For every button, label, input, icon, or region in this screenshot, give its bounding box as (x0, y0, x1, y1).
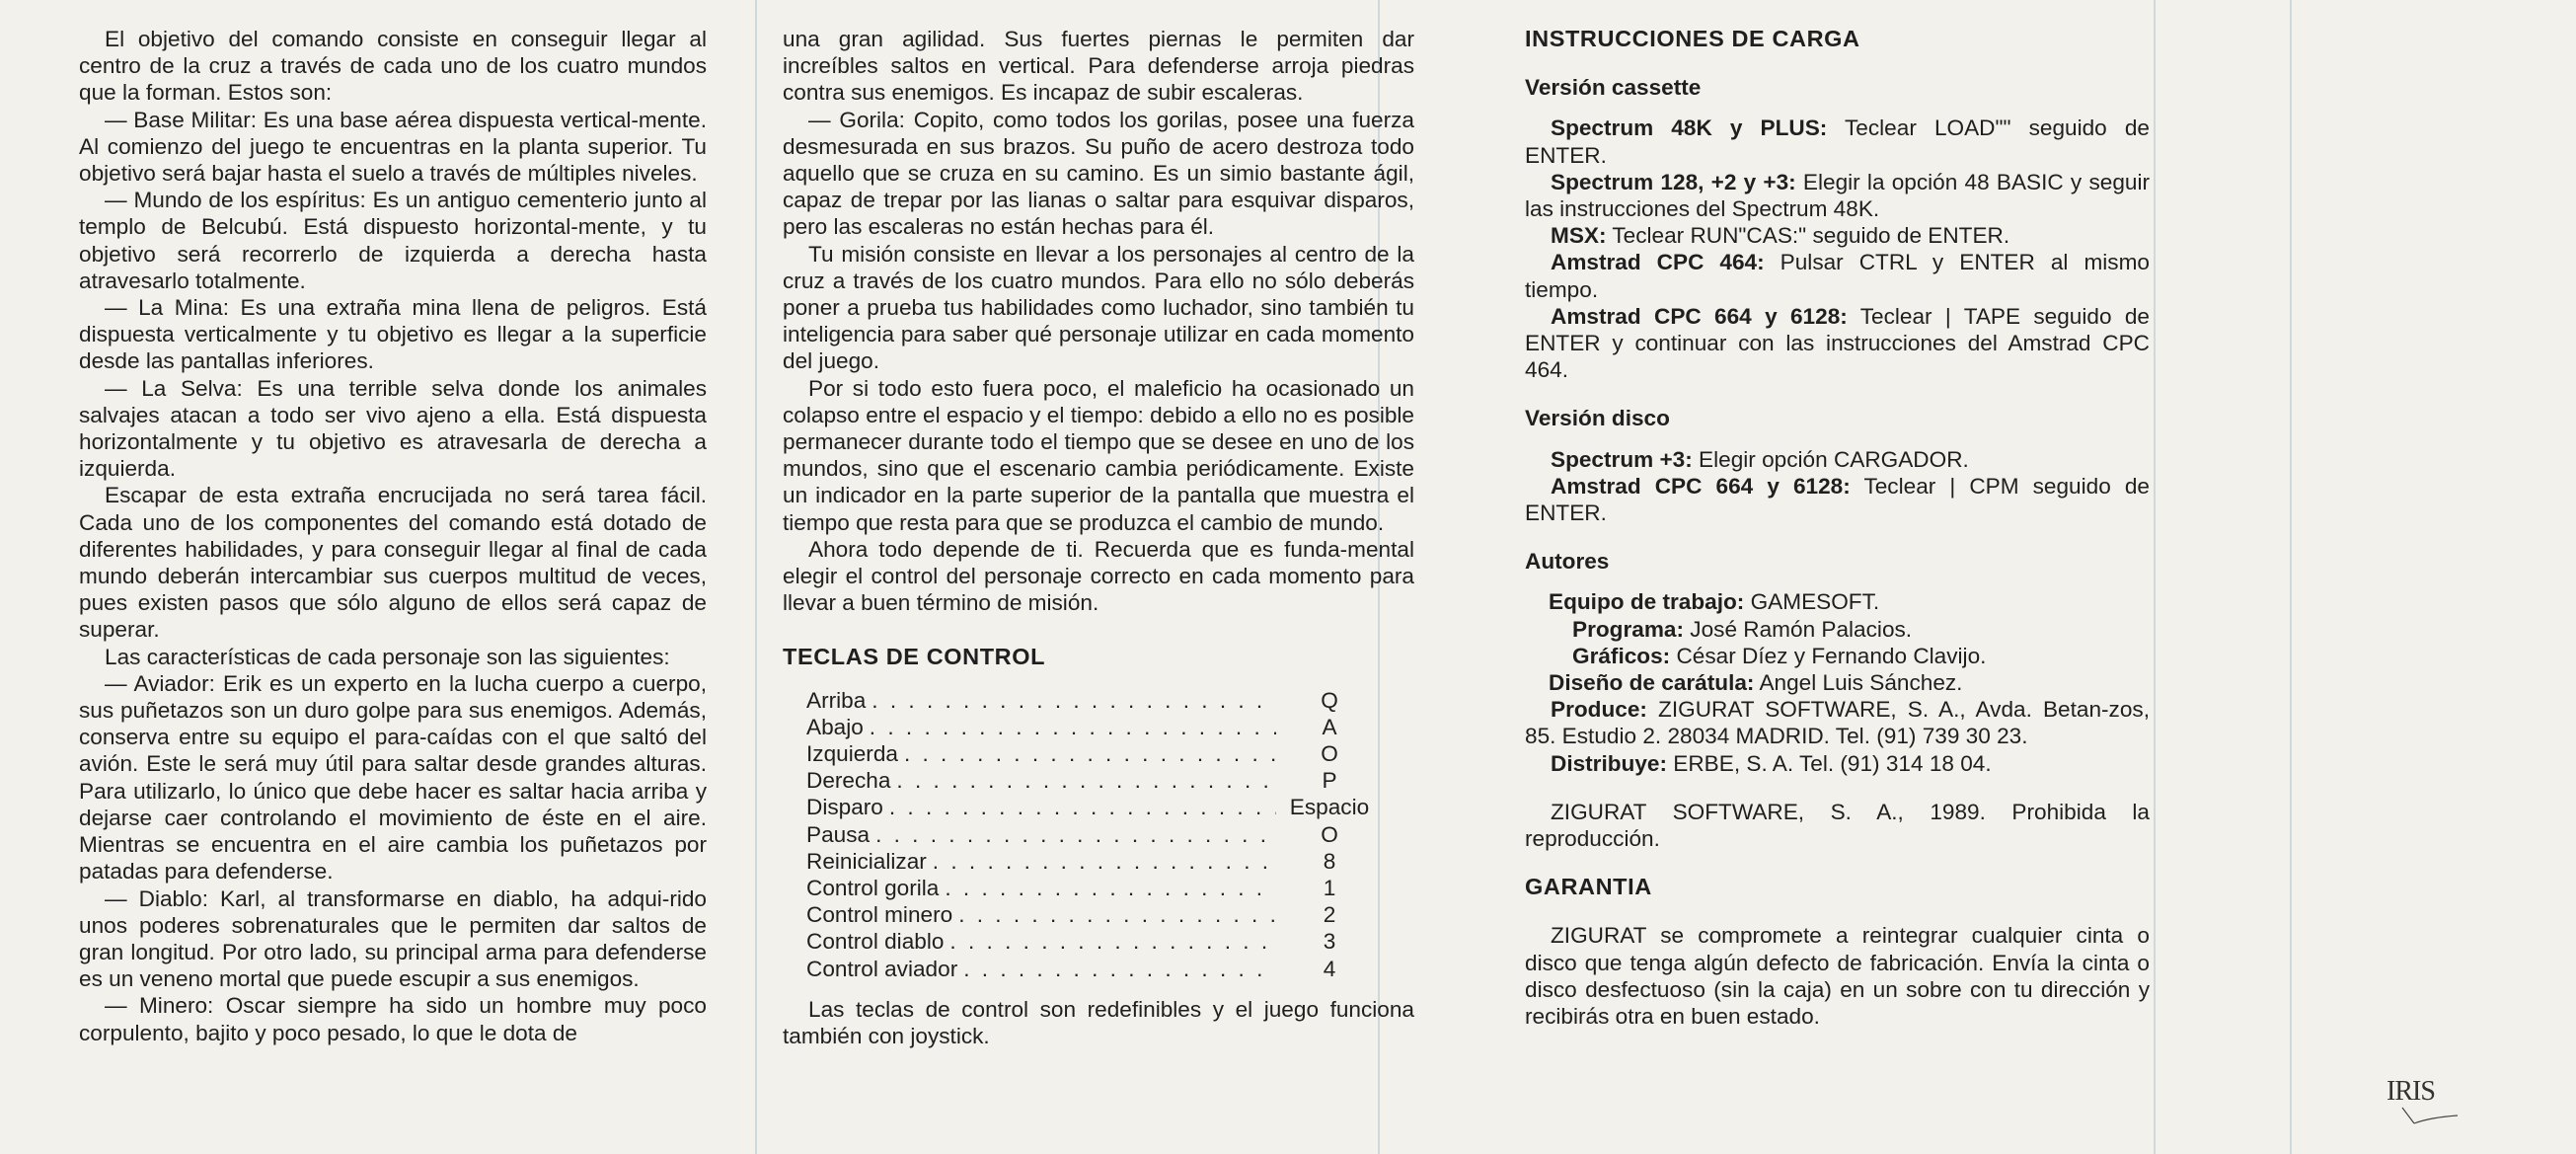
credit-value: ZIGURAT SOFTWARE, S. A., Avda. Betan-zos, 85. Estudio 2. 28034 MADRID. Tel. (91) 739 30 23. (1525, 697, 2150, 749)
credit-value: ERBE, S. A. Tel. (91) 314 18 04. (1667, 750, 1992, 776)
control-row (806, 821, 1377, 848)
control-key: 4 (1323, 956, 1336, 981)
paragraph-caracteristicas: Las características de cada personaje son las siguientes: (105, 644, 670, 669)
disk-item-text: Elegir opción CARGADOR. (1692, 446, 1969, 472)
control-row (806, 901, 1377, 928)
disk-item (1525, 473, 2150, 526)
leader-dots (963, 956, 1276, 982)
paragraph-base-militar: — Base Militar: Es una base aérea dispuesta vertical-mente. Al comienzo del juego te encuentras en la planta superior. Tu objetivo será bajar hasta el suelo a través de múltiples niveles. (79, 107, 707, 187)
control-label: Derecha (806, 768, 891, 794)
credit-produce (1525, 696, 2150, 749)
credit-label: Programa: (1572, 616, 1685, 642)
instructions-column-3 (1525, 26, 2150, 1030)
disk-item (1525, 446, 2150, 473)
credit-label: Produce: (1551, 697, 1647, 723)
control-key: 2 (1323, 902, 1336, 928)
control-key: A (1322, 714, 1337, 739)
control-label: Disparo (806, 795, 883, 820)
paragraph-minero-cont: una gran agilidad. Sus fuertes piernas le permiten dar increíbles saltos en vertical. Para defenderse arroja piedras contra sus enemigos. Es incapaz de subir escaleras. (783, 27, 1414, 106)
leader-dots (871, 687, 1276, 714)
control-row (806, 956, 1377, 982)
paragraph-gorila: — Gorila: Copito, como todos los gorilas, posee una fuerza desmesurada en sus brazos. Su puño de acero destroza todo aquello que se cruza en su camino. Es un simio bastante ágil, capaz de trepar por las lianas o saltar para esquivar disparos, pero las escaleras no están hechas para él. (783, 107, 1414, 240)
authors-heading: Autores (1525, 549, 1610, 575)
instructions-column-1 (79, 26, 707, 1046)
control-label: Control minero (806, 902, 953, 928)
cassette-item-label: Amstrad CPC 464: (1551, 250, 1765, 275)
copyright-notice: ZIGURAT SOFTWARE, S. A., 1989. Prohibida la reproducción. (1525, 799, 2150, 852)
credit-label: Gráficos: (1572, 643, 1671, 668)
paragraph-ahora: Ahora todo depende de ti. Recuerda que es funda-mental elegir el control del personaje correcto en cada momento para llevar a buen término de misión. (783, 536, 1414, 616)
cassette-item-label: MSX: (1551, 223, 1607, 249)
credit-value: Angel Luis Sánchez. (1754, 670, 1963, 696)
paragraph-la-mina: — La Mina: Es una extraña mina llena de peligros. Está dispuesta verticalmente y tu objetivo es llegar a la superficie desde las pantallas inferiores. (79, 295, 707, 374)
leader-dots (904, 740, 1276, 767)
control-row (806, 767, 1377, 794)
credit-program (1525, 616, 2150, 643)
warranty-text: ZIGURAT se compromete a reintegrar cualquier cinta o disco que tenga algún defecto de fabricación. Envía la cinta o disco desfectuoso (sin la caja) en un sobre con tu dirección y recibirás otra en buen estado. (1525, 923, 2150, 1030)
credit-distrib (1525, 750, 2150, 777)
disk-item-text: Teclear | CPM seguido de ENTER. (1525, 473, 2150, 526)
control-key: Q (1321, 687, 1338, 713)
cassette-item (1525, 115, 2150, 168)
disk-heading: Versión disco (1525, 406, 1670, 431)
control-row (806, 875, 1377, 901)
printer-logo: IRIS (2387, 1076, 2435, 1107)
leader-dots (875, 821, 1276, 848)
load-instructions-heading: INSTRUCCIONES DE CARGA (1525, 26, 1860, 51)
control-row (806, 794, 1377, 820)
credit-cover (1525, 669, 2150, 696)
instructions-column-2 (783, 26, 1414, 1049)
cassette-item-label: Amstrad CPC 664 y 6128: (1551, 303, 1848, 329)
control-key: O (1321, 821, 1338, 847)
cassette-item-label: Spectrum 128, +2 y +3: (1551, 169, 1796, 194)
control-key: P (1322, 768, 1337, 794)
paragraph-minero: — Minero: Oscar siempre ha sido un hombre muy poco corpulento, bajito y poco pesado, lo que le dota de (79, 993, 707, 1045)
control-key: 3 (1323, 929, 1336, 955)
leader-dots (933, 848, 1276, 875)
leader-dots (945, 875, 1276, 901)
cassette-item-text: Teclear RUN"CAS:" seguido de ENTER. (1606, 223, 2010, 249)
paragraph-mision: Tu misión consiste en llevar a los personajes al centro de la cruz a través de los cuatro mundos. Para ello no sólo deberás poner a prueba tus habilidades como luchador, sino también tu inteligencia para saber qué personaje utilizar en cada momento del juego. (783, 241, 1414, 374)
credit-label: Distribuye: (1551, 750, 1668, 776)
control-label: Abajo (806, 714, 864, 739)
disk-item-label: Spectrum +3: (1551, 446, 1693, 472)
control-label: Izquierda (806, 741, 898, 767)
leader-dots (870, 714, 1276, 740)
control-row (806, 687, 1377, 714)
control-row (806, 740, 1377, 767)
control-label: Reinicializar (806, 848, 927, 874)
cassette-item-text: Pulsar CTRL y ENTER al mismo tiempo. (1525, 250, 2150, 302)
paragraph-mundo-espiritus: — Mundo de los espíritus: Es un antiguo cementerio junto al templo de Belcubú. Está dispuesto horizontal-mente, y tu objetivo será recorrerlo de izquierda a derecha hasta atravesarlo totalmente. (79, 188, 707, 293)
controls-heading: TECLAS DE CONTROL (783, 644, 1046, 670)
control-row (806, 848, 1377, 875)
leader-dots (889, 794, 1276, 820)
credit-value: GAMESOFT. (1744, 589, 1880, 615)
cassette-item (1525, 222, 2150, 249)
leader-dots (958, 901, 1276, 928)
paragraph-escapar: Escapar de esta extraña encrucijada no será tarea fácil. Cada uno de los componentes del comando está dotado de diferentes habilidades, y para conseguir llegar al final de cada mundo deberán intercambiar sus cuerpos multitud de veces, pues existen pasos que sólo alguno de ellos será capaz de superar. (79, 483, 707, 643)
credit-value: César Díez y Fernando Clavijo. (1670, 643, 1987, 668)
control-row (806, 714, 1377, 740)
paragraph-intro: El objetivo del comando consiste en conseguir llegar al centro de la cruz a través de cada uno de los cuatro mundos que la forman. Estos son: (79, 27, 707, 106)
credit-label: Diseño de carátula: (1549, 670, 1755, 696)
control-key: 1 (1323, 875, 1336, 900)
credit-graphics (1525, 643, 2150, 669)
credit-label: Equipo de trabajo: (1549, 589, 1745, 615)
credit-team (1525, 588, 2150, 615)
control-label: Control aviador (806, 956, 958, 981)
control-label: Control diablo (806, 929, 945, 955)
control-row (806, 928, 1377, 955)
controls-table (806, 687, 1377, 982)
paragraph-colapso: Por si todo esto fuera poco, el maleficio ha ocasionado un colapso entre el espacio y el tiempo: debido a ello no es posible permanecer durante todo el tiempo que se desee en uno de los mundos, sino que el escenario cambia periódicamente. Existe un indicador en la parte superior de la pantalla que muestra el tiempo que resta para que se produzca el cambio de mundo. (783, 375, 1414, 535)
control-label: Control gorila (806, 875, 940, 900)
cassette-item-label: Spectrum 48K y PLUS: (1551, 115, 1828, 141)
cassette-item-text: Teclear LOAD"" seguido de ENTER. (1525, 115, 2150, 168)
warranty-heading: GARANTIA (1525, 874, 1652, 900)
controls-note: Las teclas de control son redefinibles y el juego funciona también con joystick. (783, 996, 1414, 1048)
cassette-heading: Versión cassette (1525, 75, 1702, 101)
cassette-item-text: Teclear | TAPE seguido de ENTER y continuar con las instrucciones del Amstrad CPC 464. (1525, 303, 2150, 383)
fold-line-4 (2290, 0, 2292, 1154)
paragraph-la-selva: — La Selva: Es una terrible selva donde los animales salvajes atacan a todo ser vivo ajeno a ella. Está dispuesta horizontalmente y tu objetivo es atravesarla de derecha a izquierda. (79, 375, 707, 482)
control-key: O (1321, 741, 1338, 767)
cassette-item (1525, 169, 2150, 222)
logo-swash-icon (2400, 1106, 2460, 1125)
control-label: Pausa (806, 821, 871, 847)
fold-line-1 (755, 0, 757, 1154)
leader-dots (896, 767, 1276, 794)
control-label: Arriba (806, 687, 867, 713)
paragraph-diablo: — Diablo: Karl, al transformarse en diablo, ha adqui-rido unos poderes sobrenaturales que le permiten dar saltos de gran longitud. Por otro lado, su principal arma para defenderse es un veneno mortal que puede escupir a sus enemigos. (79, 885, 707, 992)
paragraph-aviador: — Aviador: Erik es un experto en la lucha cuerpo a cuerpo, sus puñetazos son un duro golpe para sus enemigos. Además, conserva entre su equipo el para-caídas con el que saltó del avión. Este le será muy útil para saltar desde grandes alturas. Para utilizarlo, lo único que debe hacer es saltar hacia arriba y dejarse caer controlando el movimiento de éste en el aire. Mientras se encuentra en el aire cambia los puñetazos por patadas para defenderse. (79, 670, 707, 885)
control-key: Espacio (1289, 795, 1370, 820)
control-key: 8 (1323, 848, 1336, 874)
cassette-item (1525, 249, 2150, 302)
disk-item-label: Amstrad CPC 664 y 6128: (1551, 473, 1851, 499)
leader-dots (949, 928, 1276, 955)
cassette-item-text: Elegir la opción 48 BASIC y seguir las instrucciones del Spectrum 48K. (1525, 169, 2150, 222)
cassette-item (1525, 303, 2150, 384)
credit-value: José Ramón Palacios. (1684, 616, 1913, 642)
fold-line-3 (2154, 0, 2156, 1154)
